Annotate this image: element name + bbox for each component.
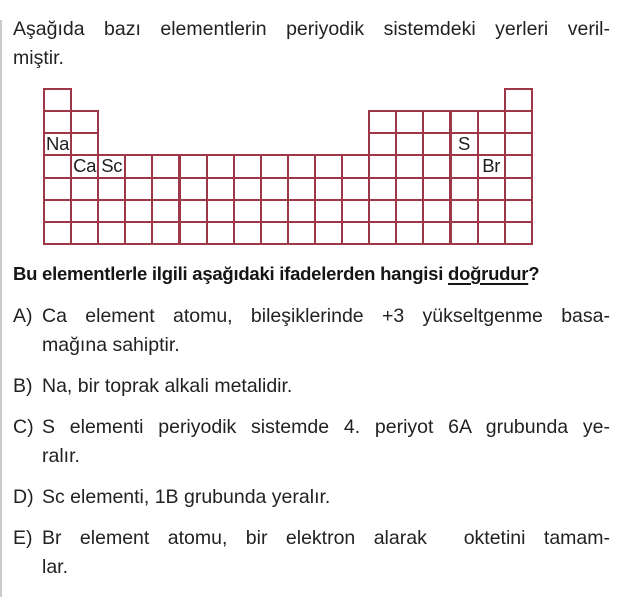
periodic-table-cell <box>422 110 451 134</box>
periodic-table-cell <box>43 154 72 178</box>
periodic-table-cell <box>287 221 316 245</box>
periodic-table-cell <box>206 154 235 178</box>
option-b <box>13 372 610 401</box>
periodic-table-cell <box>287 154 316 178</box>
periodic-table-cell <box>504 132 533 156</box>
page-left-edge-line <box>0 20 2 597</box>
option-d-line-1: Sc elementi, 1B grubunda yeralır. <box>42 486 331 509</box>
periodic-table-cell <box>450 177 479 201</box>
periodic-table-cell <box>124 221 153 245</box>
periodic-table-cell <box>341 199 370 223</box>
periodic-table-cell <box>341 177 370 201</box>
periodic-table-cell <box>477 110 506 134</box>
periodic-table-cell <box>504 177 533 201</box>
periodic-table-cell <box>70 177 99 201</box>
periodic-table-cell <box>504 88 533 112</box>
periodic-table-cell <box>179 154 208 178</box>
periodic-table-cell <box>450 154 479 178</box>
periodic-table-cell <box>43 199 72 223</box>
option-e-line-1: Br element atomu, bir elektron alarak oktetini tamam- <box>42 527 610 550</box>
periodic-table-cell <box>70 132 99 156</box>
periodic-table-cell <box>395 199 424 223</box>
periodic-table-cell <box>422 154 451 178</box>
periodic-table-cell <box>124 177 153 201</box>
periodic-table-cell <box>151 221 180 245</box>
periodic-table-cell <box>260 177 289 201</box>
question-suffix: ? <box>528 263 540 285</box>
periodic-table-cell <box>260 221 289 245</box>
periodic-table-cell <box>395 177 424 201</box>
periodic-table-cell <box>314 221 343 245</box>
periodic-table-cell <box>368 199 397 223</box>
element-symbol-s: S <box>458 133 471 155</box>
periodic-table-cell <box>70 110 99 134</box>
periodic-table-cell <box>314 154 343 178</box>
option-d <box>13 483 610 512</box>
option-e-line-2: lar. <box>42 556 69 579</box>
option-a <box>13 302 610 360</box>
option-b-letter: B) <box>13 375 33 398</box>
periodic-table-cell <box>233 177 262 201</box>
periodic-table-cell <box>504 199 533 223</box>
periodic-table-cell <box>477 199 506 223</box>
periodic-table-cell <box>97 154 126 178</box>
periodic-table-cell <box>450 110 479 134</box>
option-c-text <box>42 413 610 471</box>
periodic-table-cell <box>151 154 180 178</box>
intro-text <box>13 15 610 73</box>
periodic-table-cell <box>151 177 180 201</box>
periodic-table-cell <box>70 154 99 178</box>
periodic-table-cell <box>43 177 72 201</box>
intro-line-2: miştir. <box>13 47 64 69</box>
question-underlined-word: doğrudur <box>448 263 529 285</box>
periodic-table-cell <box>450 221 479 245</box>
periodic-table-cell <box>395 221 424 245</box>
periodic-table-cell <box>422 199 451 223</box>
periodic-table-cell <box>124 154 153 178</box>
option-c-line-2: ralır. <box>42 445 80 468</box>
option-a-line-1: Ca element atomu, bileşiklerinde +3 yükseltgenme basa- <box>42 305 610 328</box>
periodic-table-cell <box>477 154 506 178</box>
periodic-table-cell <box>233 199 262 223</box>
periodic-table-cell <box>504 110 533 134</box>
element-symbol-na: Na <box>46 133 70 155</box>
periodic-table-cell <box>504 154 533 178</box>
periodic-table-cell <box>368 221 397 245</box>
periodic-table-cell <box>43 132 72 156</box>
periodic-table-cell <box>97 221 126 245</box>
option-b-line-1: Na, bir toprak alkali metalidir. <box>42 375 293 398</box>
option-e-text <box>42 524 610 582</box>
periodic-table-cell <box>395 154 424 178</box>
option-d-letter: D) <box>13 486 34 509</box>
option-c-line-1: S elementi periyodik sistemde 4. periyot 6A grubunda ye- <box>42 416 610 439</box>
periodic-table-cell <box>450 132 479 156</box>
periodic-table-cell <box>395 110 424 134</box>
periodic-table-cell <box>260 199 289 223</box>
option-e-letter: E) <box>13 527 33 550</box>
periodic-table-cell <box>43 88 72 112</box>
periodic-table-diagram <box>43 88 533 245</box>
periodic-table-cell <box>422 221 451 245</box>
periodic-table-cell <box>504 221 533 245</box>
periodic-table-cell <box>206 199 235 223</box>
periodic-table-cell <box>368 154 397 178</box>
periodic-table-cell <box>179 221 208 245</box>
question-prefix: Bu elementlerle ilgili aşağıdaki ifadelerden hangisi <box>13 263 449 285</box>
option-a-text <box>42 302 610 360</box>
periodic-table-cell <box>368 177 397 201</box>
option-a-line-2: mağına sahiptir. <box>42 334 180 357</box>
periodic-table-cell <box>477 132 506 156</box>
periodic-table-cell <box>422 132 451 156</box>
periodic-table-cell <box>179 199 208 223</box>
options-list <box>13 302 610 582</box>
option-a-letter: A) <box>13 305 33 328</box>
periodic-table-cell <box>70 221 99 245</box>
element-symbol-sc: Sc <box>101 155 123 177</box>
option-c <box>13 413 610 471</box>
periodic-table-cell <box>477 177 506 201</box>
element-symbol-br: Br <box>482 155 501 177</box>
periodic-table-cell <box>314 199 343 223</box>
periodic-table-cell <box>260 154 289 178</box>
periodic-table-cell <box>179 177 208 201</box>
periodic-table-cell <box>151 199 180 223</box>
question-text <box>13 259 610 288</box>
periodic-table-cell <box>341 154 370 178</box>
periodic-table-cell <box>368 110 397 134</box>
periodic-table-cell <box>206 177 235 201</box>
periodic-table-cell <box>477 221 506 245</box>
periodic-table-cell <box>97 199 126 223</box>
option-e <box>13 524 610 582</box>
periodic-table-cell <box>233 221 262 245</box>
periodic-table-cell <box>314 177 343 201</box>
periodic-table-cell <box>287 177 316 201</box>
periodic-table-cell <box>43 221 72 245</box>
periodic-table-cell <box>233 154 262 178</box>
periodic-table-cell <box>43 110 72 134</box>
intro-line-1: Aşağıda bazı elementlerin periyodik sistemdeki yerleri veril- <box>13 18 610 40</box>
periodic-table-cell <box>341 221 370 245</box>
periodic-table-cell <box>422 177 451 201</box>
periodic-table-cell <box>206 221 235 245</box>
periodic-table-cell <box>287 199 316 223</box>
periodic-table-cell <box>124 199 153 223</box>
option-b-text <box>42 372 610 401</box>
periodic-table-cell <box>97 177 126 201</box>
option-c-letter: C) <box>13 416 34 439</box>
option-d-text <box>42 483 610 512</box>
periodic-table-cell <box>450 199 479 223</box>
periodic-table-cell <box>368 132 397 156</box>
periodic-table-cell <box>395 132 424 156</box>
periodic-table-cell <box>70 199 99 223</box>
element-symbol-ca: Ca <box>73 155 97 177</box>
